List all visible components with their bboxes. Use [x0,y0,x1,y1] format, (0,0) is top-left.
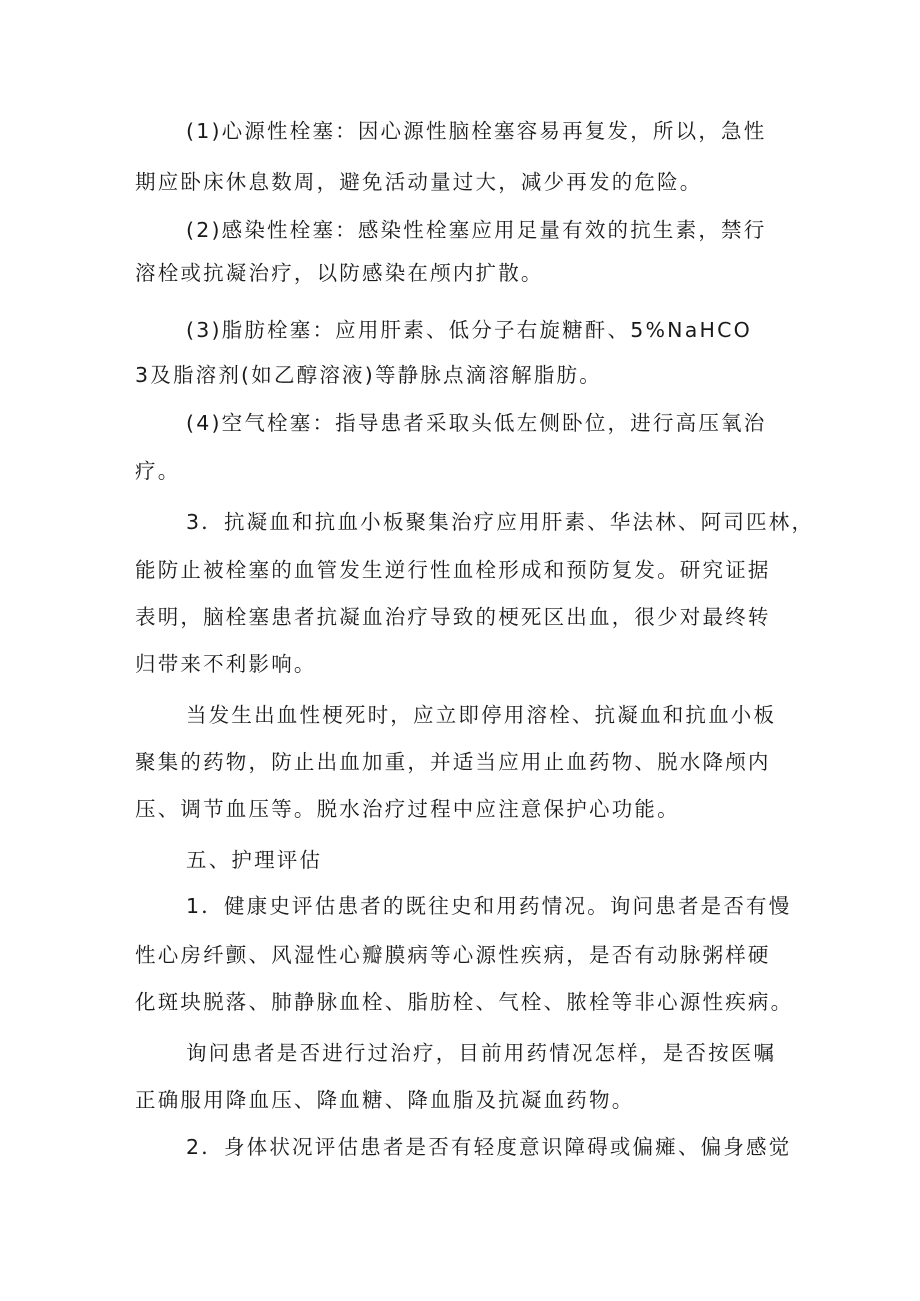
text-line: (1)心源性栓塞：因心源性脑栓塞容易再复发，所以，急性 [186,119,767,143]
text-line: (3)脂肪栓塞：应用肝素、低分子右旋糖酐、5%NaHCO [186,318,752,342]
text-line: 2．身体状况评估患者是否有轻度意识障碍或偏瘫、偏身感觉 [186,1135,792,1159]
text-line: 询问患者是否进行过治疗，目前用药情况怎样，是否按医嘱 [186,1041,777,1065]
section-heading: 五、护理评估 [186,848,323,872]
text-line: 溶栓或抗凝治疗，以防感染在颅内扩散。 [135,261,544,285]
text-line: 3及脂溶剂(如乙醇溶液)等静脉点滴溶解脂肪。 [135,363,602,387]
text-line: 压、调节血压等。脱水治疗过程中应注意保护心功能。 [135,797,680,821]
text-line: 疗。 [135,459,181,483]
text-line: 正确服用降血压、降血糖、降血脂及抗凝血药物。 [135,1088,635,1112]
text-line: 归带来不利影响。 [135,652,317,676]
text-line: (2)感染性栓塞：感染性栓塞应用足量有效的抗生素，禁行 [186,218,767,242]
text-line: 能防止被栓塞的血管发生逆行性血栓形成和预防复发。研究证据 [135,558,771,582]
text-line: 性心房纤颤、风湿性心瓣膜病等心源性疾病，是否有动脉粥样硬 [135,943,771,967]
text-line: 当发生出血性梗死时，应立即停用溶栓、抗凝血和抗血小板 [186,703,777,727]
text-line: 化斑块脱落、肺静脉血栓、脂肪栓、气栓、脓栓等非心源性疾病。 [135,990,794,1014]
text-line: 聚集的药物，防止出血加重，并适当应用止血药物、脱水降颅内 [135,750,771,774]
text-line: 表明，脑栓塞患者抗凝血治疗导致的梗死区出血，很少对最终转 [135,605,771,629]
text-line: 3．抗凝血和抗血小板聚集治疗应用肝素、华法林、阿司匹林， [186,510,815,534]
text-line: 1．健康史评估患者的既往史和用药情况。询问患者是否有慢 [186,894,792,918]
text-line: 期应卧床休息数周，避免活动量过大，减少再发的危险。 [135,170,703,194]
text-line: (4)空气栓塞：指导患者采取头低左侧卧位，进行高压氧治 [186,411,767,435]
